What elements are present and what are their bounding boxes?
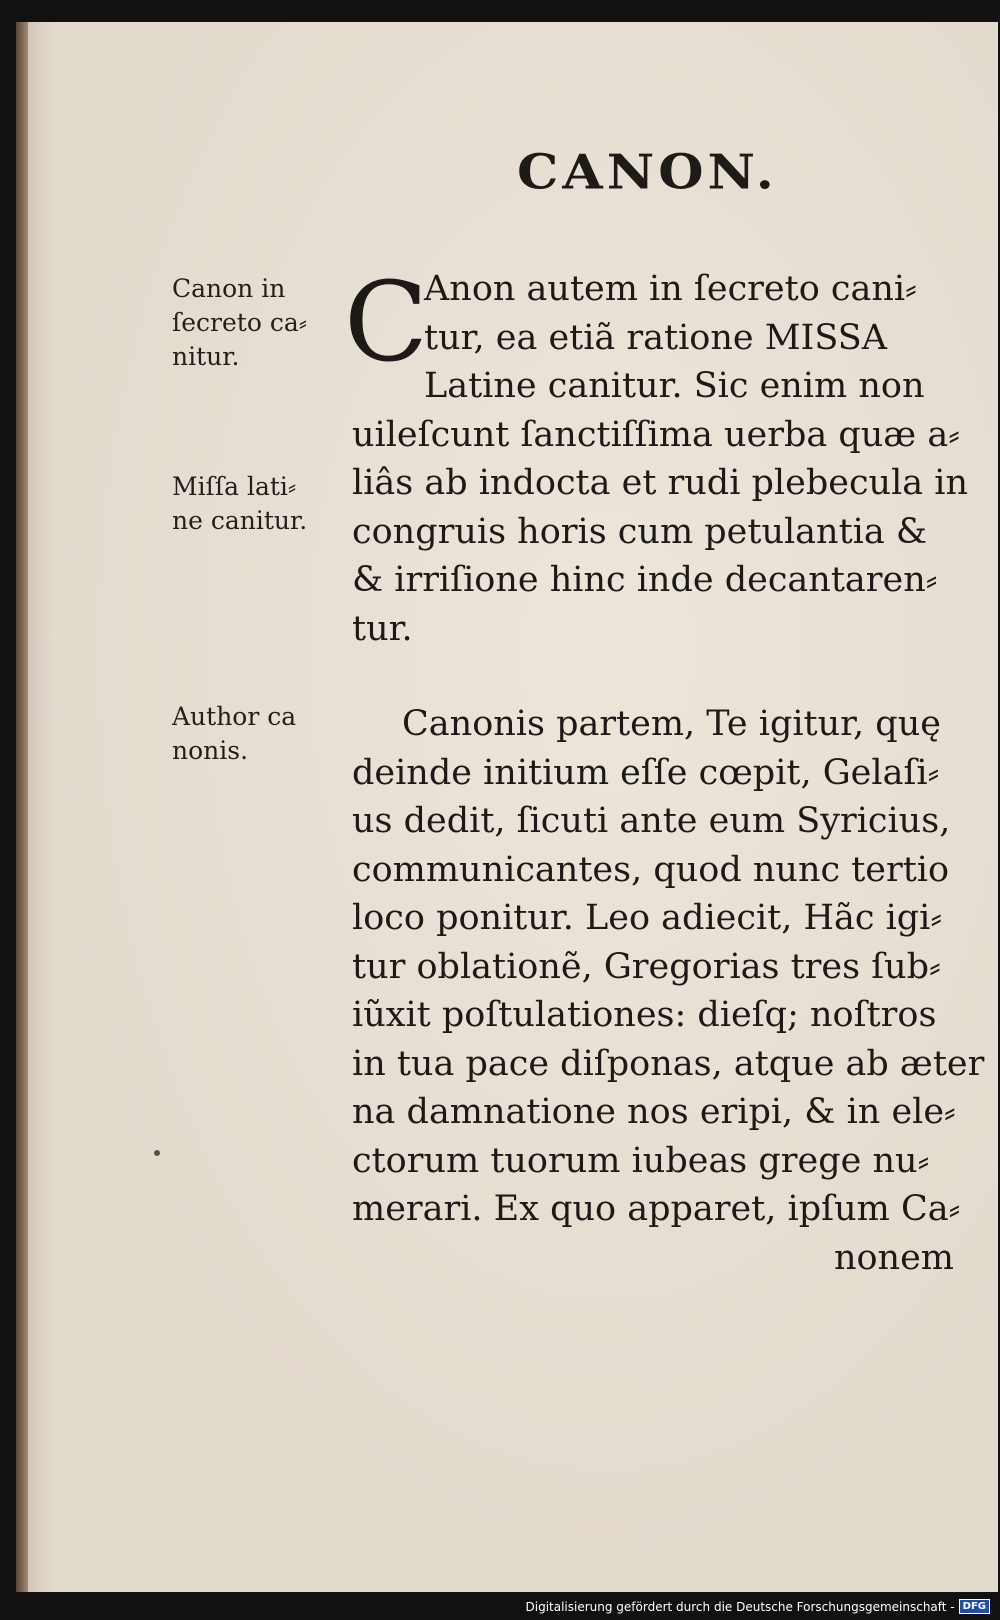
text-line: loco ponitur. Leo adiecit, Hãc igi⸗ (352, 898, 943, 938)
marginal-note-missa-latine (172, 470, 352, 538)
text-line: uileſcunt ſanctiſſima uerba quæ a⸗ (352, 414, 960, 455)
text-line: Latine canitur. Sic enim non (424, 366, 925, 406)
funding-credit-text: Digitalisierung gefördert durch die Deutsche Forschungsgemeinschaft - (525, 1599, 955, 1614)
paragraph-2 (352, 700, 985, 1282)
marginal-line: Miſſa lati⸗ (172, 472, 297, 501)
marginal-line: nitur. (172, 342, 240, 371)
catchword: nonem (833, 1237, 954, 1278)
text-line: ctorum tuorum iubeas grege nu⸗ (352, 1140, 930, 1181)
running-head: CANON. (517, 144, 778, 201)
footer-credit (526, 1599, 991, 1614)
text-line: merari. Ex quo apparet, ipſum Ca⸗ (352, 1189, 961, 1229)
marginal-line: ſecreto ca⸗ (172, 308, 308, 337)
marginal-line: nonis. (172, 736, 249, 765)
text-line: communicantes, quod nunc tertio (352, 849, 950, 890)
text-line: congruis horis cum petulantia & (352, 511, 927, 552)
ink-spot (154, 1150, 160, 1156)
paragraph-1 (344, 258, 969, 653)
marginal-line: Canon in (172, 274, 286, 303)
text-line: tur, ea etiã ratione MISSA (424, 317, 887, 358)
text-line: deinde initium eſſe cœpit, Gelaſi⸗ (352, 752, 940, 793)
marginal-note-author-canonis (172, 700, 352, 768)
text-line: & irriſione hinc inde decantaren⸗ (352, 560, 938, 600)
text-line: in tua pace diſponas, atque ab æter (352, 1043, 985, 1084)
marginal-line: ne canitur. (172, 506, 308, 535)
text-line: tur. (352, 608, 413, 649)
text-line: us dedit, ſicuti ante eum Syricius, (352, 801, 951, 841)
text-line: Anon autem in ſecreto cani⸗ (424, 269, 917, 309)
dfg-logo: DFG (959, 1599, 990, 1614)
marginal-line: Author ca (172, 702, 297, 731)
drop-cap-initial: C (344, 258, 429, 386)
marginal-note-canon-secreto (172, 272, 352, 374)
book-page (16, 22, 998, 1592)
text-line: Canonis partem, Te igitur, quę (402, 704, 941, 744)
text-line: tur oblationẽ, Gregorias tres ſub⸗ (352, 946, 941, 987)
text-line: liâs ab indocta et rudi plebecula in (352, 463, 969, 503)
page-gutter-edge (16, 22, 28, 1592)
text-line: iũxit poſtulationes: dieſq; noſtros (352, 995, 937, 1035)
text-line: na damnatione nos eripi, & in ele⸗ (352, 1092, 956, 1132)
